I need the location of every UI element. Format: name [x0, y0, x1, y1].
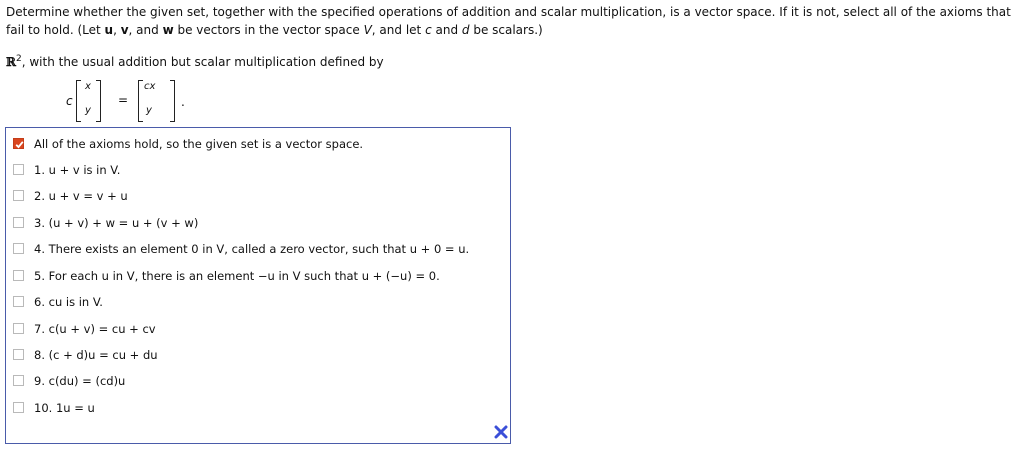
- q-c: c: [425, 23, 432, 37]
- matrix-right-bottom: y: [146, 105, 152, 116]
- matrix-left-bottom: y: [85, 105, 91, 116]
- q-w: w: [162, 23, 174, 37]
- q-text: , and let: [371, 23, 426, 37]
- left-bracket: [138, 80, 143, 122]
- close-x-icon[interactable]: [494, 425, 508, 439]
- question-text: [6, 3, 1016, 39]
- option-label: 3. (u + v) + w = u + (v + w): [34, 216, 199, 230]
- option-label: 9. c(du) = (cd)u: [34, 374, 126, 388]
- q-d: d: [461, 23, 470, 37]
- real-numbers-symbol: ℝ: [6, 55, 16, 69]
- option-label: 10. 1u = u: [34, 401, 95, 415]
- right-bracket: [170, 80, 175, 122]
- q-V: V: [363, 23, 372, 37]
- check-icon: [15, 140, 24, 149]
- set-description: [6, 50, 384, 71]
- option-label: 8. (c + d)u = cu + du: [34, 348, 158, 362]
- q-text: be vectors in the vector space: [173, 23, 364, 37]
- period: .: [181, 95, 185, 109]
- equals-sign: =: [118, 93, 129, 107]
- option-label: All of the axioms hold, so the given set is a vector space.: [34, 137, 364, 151]
- q-text: , and: [128, 23, 163, 37]
- q-v: v: [120, 23, 129, 37]
- checkbox[interactable]: [13, 243, 24, 254]
- option-label: 7. c(u + v) = cu + cv: [34, 322, 156, 336]
- option-label: 5. For each u in V, there is an element −u in V such that u + (−u) = 0.: [34, 269, 440, 283]
- scalar-c: c: [66, 94, 73, 108]
- left-bracket: [76, 80, 81, 122]
- option-label: 1. u + v is in V.: [34, 163, 121, 177]
- q-u: u: [104, 23, 114, 37]
- exponent: 2: [15, 54, 22, 64]
- checkbox[interactable]: [13, 164, 24, 175]
- question-line-2: [6, 21, 1016, 39]
- checkbox[interactable]: [13, 323, 24, 334]
- q-text: fail to hold. (Let: [6, 23, 105, 37]
- option-label: 2. u + v = v + u: [34, 189, 128, 203]
- right-bracket: [96, 80, 101, 122]
- checkbox[interactable]: [13, 402, 24, 413]
- matrix-left-top: x: [85, 81, 91, 92]
- answer-options: [5, 127, 511, 444]
- checkbox[interactable]: [13, 217, 24, 228]
- checkbox[interactable]: [13, 190, 24, 201]
- q-text: be scalars.): [469, 23, 543, 37]
- set-description-text: , with the usual addition but scalar multiplication defined by: [21, 55, 384, 69]
- checkbox-checked[interactable]: [13, 138, 24, 149]
- checkbox[interactable]: [13, 270, 24, 281]
- checkbox[interactable]: [13, 375, 24, 386]
- q-text: ,: [113, 23, 121, 37]
- matrix-right-top: cx: [144, 81, 156, 92]
- checkbox[interactable]: [13, 349, 24, 360]
- q-text: and: [431, 23, 462, 37]
- option-label: 6. cu is in V.: [34, 295, 103, 309]
- scalar-multiplication-definition: [66, 80, 196, 120]
- checkbox[interactable]: [13, 296, 24, 307]
- question-line-1: Determine whether the given set, together with the specified operations of addition and scalar multiplication, is a vector space. If it is not, select all of the axioms that: [6, 5, 1011, 19]
- option-label: 4. There exists an element 0 in V, called a zero vector, such that u + 0 = u.: [34, 242, 470, 256]
